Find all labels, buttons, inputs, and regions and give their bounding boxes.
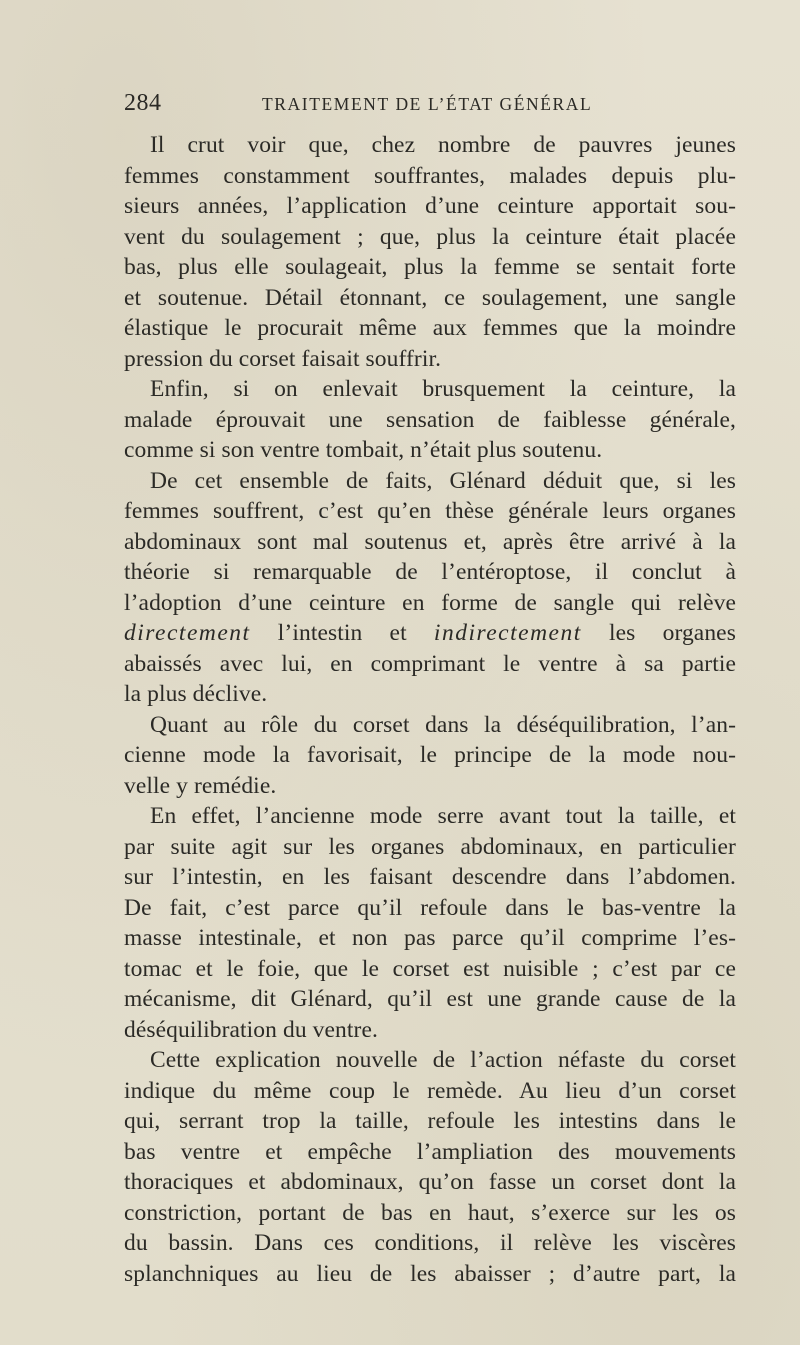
text-line: abaissés avec lui, en comprimant le ventre à sa partie (124, 650, 736, 677)
text-line: cienne mode la favorisait, le principe de la mode nou- (124, 742, 736, 768)
text-line: De fait, c’est parce qu’il refoule dans le bas-ventre la (124, 894, 736, 921)
text-line: du bassin. Dans ces conditions, il relève les viscères (124, 1230, 736, 1256)
text-line: sur l’intestin, en les faisant descendre dans l’abdomen. (124, 864, 736, 890)
page-header (124, 90, 736, 120)
text-line: velle y remédie. (124, 772, 277, 799)
text-line: par suite agit sur les organes abdominaux, en particulier (124, 833, 736, 860)
italic-word: directement (124, 620, 251, 646)
text-line: théorie si remarquable de l’entéroptose, il conclut à (124, 559, 736, 585)
text-line-with-italics (124, 618, 736, 649)
text-line: déséquilibration du ventre. (124, 1016, 378, 1043)
text-line: malade éprouvait une sensation de faiblesse générale, (124, 406, 736, 433)
text-line: qui, serrant trop la taille, refoule les intestins dans le (124, 1108, 736, 1134)
text-line: masse intestinale, et non pas parce qu’il comprime l’es- (124, 925, 736, 951)
text-line: mécanisme, dit Glénard, qu’il est une grande cause de la (124, 986, 736, 1012)
text-line: et soutenue. Détail étonnant, ce soulagement, une sangle (124, 284, 736, 311)
text-line: élastique le procurait même aux femmes que la moindre (124, 315, 736, 341)
text-line: la plus déclive. (124, 681, 268, 707)
text-fragment: les organes (608, 620, 736, 646)
text-line: sieurs années, l’application d’une ceinture apportait sou- (124, 193, 736, 219)
text-line: vent du soulagement ; que, plus la ceinture était placée (124, 223, 736, 250)
text-line: De cet ensemble de faits, Glénard déduit que, si les (150, 467, 736, 494)
text-line: Enfin, si on enlevait brusquement la ceinture, la (150, 376, 736, 402)
running-title: TRAITEMENT DE L’ÉTAT GÉNÉRAL (262, 94, 593, 114)
text-line: bas, plus elle soulageait, plus la femme se sentait forte (124, 254, 736, 280)
text-line: splanchniques au lieu de les abaisser ; d’autre part, la (124, 1260, 736, 1287)
text-line: En effet, l’ancienne mode serre avant tout la taille, et (150, 803, 736, 829)
text-line: tomac et le foie, que le corset est nuisible ; c’est par ce (124, 955, 736, 982)
text-line: indique du même coup le remède. Au lieu d’un corset (124, 1077, 736, 1104)
text-line: comme si son ventre tombait, n’était plus soutenu. (124, 437, 603, 463)
text-fragment: l’intestin et (277, 620, 407, 646)
text-line: femmes constamment souffrantes, malades depuis plu- (124, 162, 736, 189)
text-line: femmes souffrent, c’est qu’en thèse générale leurs organes (124, 498, 736, 524)
text-line: l’adoption d’une ceinture en forme de sangle qui relève (124, 589, 736, 616)
text-line: constriction, portant de bas en haut, s’exerce sur les os (124, 1199, 736, 1226)
text-line: bas ventre et empêche l’ampliation des mouvements (124, 1138, 736, 1165)
body-text (124, 130, 736, 1289)
text-line: Cette explication nouvelle de l’action néfaste du corset (150, 1047, 736, 1073)
text-line: thoraciques et abdominaux, qu’on fasse un corset dont la (124, 1169, 736, 1195)
text-line: Il crut voir que, chez nombre de pauvres jeunes (150, 132, 736, 158)
page-number: 284 (124, 90, 162, 116)
text-line: Quant au rôle du corset dans la déséquilibration, l’an- (150, 711, 736, 738)
italic-word: indirectement (433, 620, 582, 646)
text-line: pression du corset faisait souffrir. (124, 345, 442, 372)
text-line: abdominaux sont mal soutenus et, après être arrivé à la (124, 528, 736, 555)
